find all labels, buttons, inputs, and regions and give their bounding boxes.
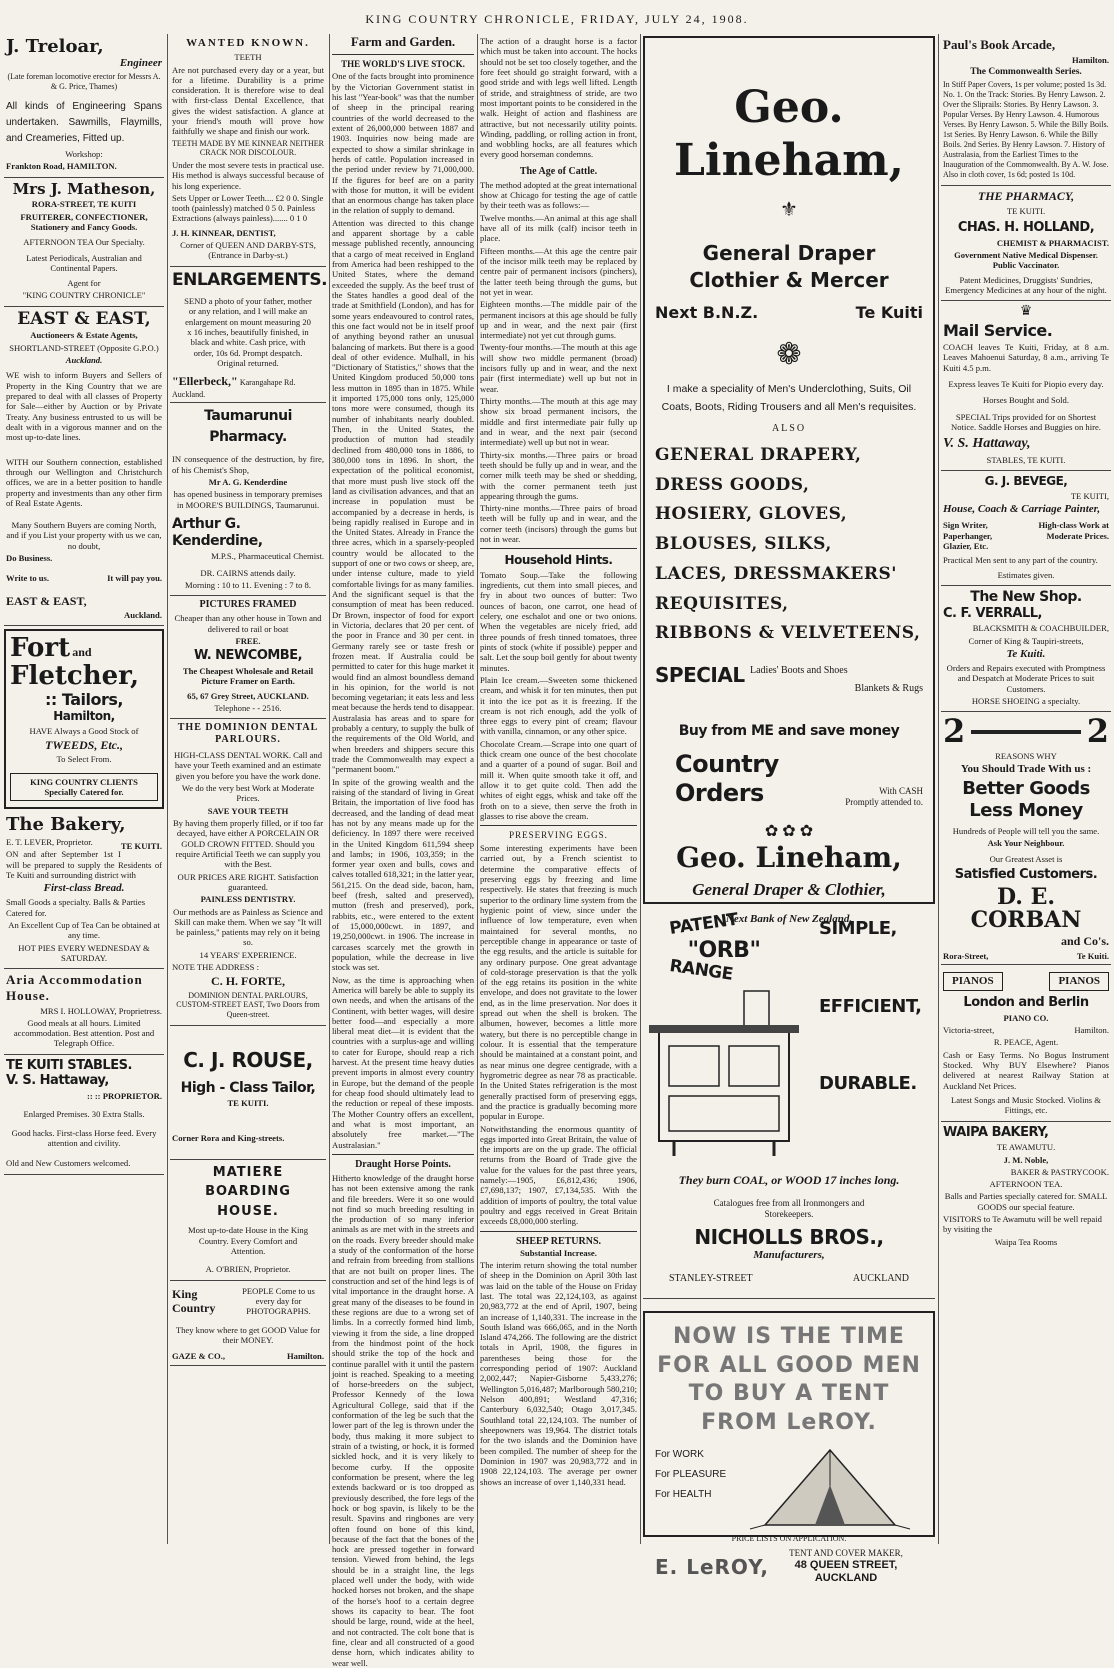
tent-for-2: For PLEASURE <box>655 1469 727 1481</box>
tent-head: NOW IS THE TIME FOR ALL GOOD MEN TO BUY A TENT FROM LeROY. <box>657 1324 921 1435</box>
pharmacy-town: TE KUITI. <box>1006 205 1046 216</box>
matiere-body: Most up-to-date House in the King Country. Every Comfort and Attention. <box>187 1225 309 1257</box>
east-write-row <box>6 573 162 583</box>
wanted-body: Are not purchased every day or a year, but for a lifetime. Durability is a prime consideration. It is therefore wise to deal with first-class Dental Excellence, that gives the widest satisfaction. A glance at your friend's mouth will prove how faithfully we shape and finish our work. <box>172 64 324 137</box>
fort-ad <box>4 629 164 809</box>
waipa-visit: VISITORS to Te Awamutu will be well repaid by visiting the <box>943 1214 1102 1235</box>
east-body-3: Many Southern Buyers are coming North, and if you List your property with us we can, no doubt, <box>6 520 162 551</box>
pianos-right: PIANOS <box>1049 972 1109 991</box>
reasons-why: REASONS WHY <box>995 750 1057 761</box>
bakery-ad <box>4 812 164 969</box>
matiere-title: MATIERE BOARDING HOUSE. <box>205 1164 291 1219</box>
column-3 <box>332 34 474 1668</box>
corban-town: Te Kuiti. <box>1076 950 1109 961</box>
column-rule <box>477 34 478 1544</box>
lb-latest: Latest Songs and Music Stocked. Violins & Fittings, etc. <box>951 1095 1101 1116</box>
lb-agent: R. PEACE, Agent. <box>993 1037 1059 1048</box>
satisfied: Satisfied Customers. <box>954 866 1098 882</box>
kend-title: M.P.S., Pharmaceutical Chemist. <box>211 551 324 562</box>
fort-body: HAVE Always a Good Stock of <box>29 725 139 736</box>
holland-gov: Government Native Medical Dispenser. Public Vaccinator. <box>954 249 1098 271</box>
newshop-title: The New Shop. <box>970 588 1082 605</box>
greatest-asset: Our Greatest Asset is <box>989 854 1063 865</box>
dental-body-3: Our methods are as Painless as Science and Skill can make them. When we say "It will be painless," patients may rely on it being so. <box>173 906 323 948</box>
verrall-horse: HORSE SHOEING a specialty. <box>971 696 1081 707</box>
matiere-ad <box>170 1160 326 1281</box>
lineham-also: ALSO <box>771 422 807 434</box>
gaze-city: Hamilton. <box>286 1351 324 1362</box>
cattle-p2: The method adopted at the great international show at Chicago for testing the age of cattle by their teeth was as follows:— <box>480 179 637 211</box>
pharmacy-ad-2 <box>941 186 1111 301</box>
bevege-town: TE KUITI, <box>1070 490 1109 501</box>
hints-head: Household Hints. <box>504 553 613 568</box>
column-6 <box>941 34 1111 1544</box>
bakery-body: ON and after September 1st I will be prepared to supply the Residents of Te Kuiti and surrounding district with <box>6 849 162 880</box>
wanted-body-2: Under the most severe tests in practical use. His method is always successful because of his long experience. <box>172 159 324 191</box>
dental-body: HIGH-CLASS DENTAL WORK. Call and have your Teeth examined and an estimate given you before you have the work done. <box>173 750 323 781</box>
treloar-ad <box>4 34 164 178</box>
fort-clients: KING COUNTRY CLIENTS Specially Catered for. <box>10 773 158 802</box>
horse-p: Hitherto knowledge of the draught horse has not been extensive among the rank and file breeders. Were it so one would not find so much breeding resulting in the production of so many inferior animals as are met with in the streets and on the roads. Every breeder should make a study of the conformation of the horse and refrain from breeding from stallions that are not built on proper lines. The construction and set of the hind legs is of vital importance in the draught horse. A great many of the diseases to be found in these regions are due to a wrong set of limbs. In a correctly formed hind limb, viewing it from the side, a line dropped from the hindmost point of the hock should strike the top of the hock and continue parallel with it until the pastern joint is reached. Speaking to a meeting of horse-breeders on the subject, Professor Kennedy of the Iowa Agricultural College, said that if the conformation of the leg be such that the lower part of the leg is thrown under the body, thus making it more subject to strain of a twisting, or hock, it is formed sickled hock, and it is very likely to become curby. If the opposite conformation be present, where the leg extends backward or is too dropped as previously described, the fore legs of the hock or bog spavin, is likely to be the result. Spavins and ringbones are very often found on bone of this kind, because of the fact that the bones of the hock are pressed together in forward tension. Viewed from behind, the legs should be in a straight line, the legs placed well under the body, with wide hocked horses not broken, and the shape of the horse's hoof to a certain degree shows its capacity to bear. The foot should be large, round, wide at the heel, and not contracted. The colt bone that is fine, clear and all constructed of a good dense horn, which indicates ability to wear well. <box>332 1172 474 1668</box>
fort-select: To Select From. <box>56 754 112 765</box>
enl-body: SEND a photo of your father, mother or any relation, and I will make an enlargement on mount measuring 20 x 16 inches, beautifully finished, in black and white. Cash price, with order, 10s 6d. Prompt despatch. Original returned. <box>184 296 312 368</box>
lb-body: Cash or Easy Terms. No Bogus Instrument Stocked. Why BUY Elsewhere? Pianos delivered at nearest Railway Station at Auckland Net Prices. <box>943 1049 1109 1091</box>
orb-range: RANGE <box>668 955 734 985</box>
ask-neighbour: Ask Your Neighbour. <box>987 837 1065 848</box>
dental-body-2: By having them properly filled, or if too far decayed, have either A PORCELAIN OR GOLD CROWN FITTED. Should you require Artificial Teeth we can supply you with the Best. <box>172 818 324 870</box>
east-role: Auctioneers & Estate Agents, <box>30 330 138 341</box>
tent-price: PRICE LISTS ON APPLICATION. <box>731 1534 847 1544</box>
fort-name-2: Fletcher, <box>10 660 140 691</box>
matheson-trade: FRUITERER, CONFECTIONER, Stationery and Fancy Goods. <box>20 211 148 232</box>
piano-ad <box>941 965 1111 1122</box>
pharm-body-2: has opened business in temporary premises in MOORE'S BUILDINGS, Taumarunui. <box>173 489 323 510</box>
pharm-title: Taumarunui Pharmacy. <box>204 408 292 446</box>
hatt-name: V. S. Hattaway, <box>943 436 1031 452</box>
fort-role: :: Tailors, <box>45 690 123 710</box>
lb-city: Hamilton. <box>1074 1025 1109 1036</box>
dental-title: THE DOMINION DENTAL PARLOURS. <box>177 722 319 746</box>
cattle-p9: Thirty-nine months.—Three pairs of broad teeth will be fully up and in wear, and the corner teeth (incisors) through the gums but not in wear. <box>480 503 637 545</box>
matheson-addr: RORA-STREET, TE KUITI <box>31 199 137 210</box>
mail-ad <box>941 301 1111 471</box>
tent-name: E. LeROY, <box>655 1554 769 1579</box>
pharmacy-ad <box>170 403 326 596</box>
goods-3: LACES, DRESSMAKERS' REQUISITES, <box>655 563 897 614</box>
pict-title: PICTURES FRAMED <box>199 599 297 611</box>
treloar-name: J. Treloar, <box>6 36 104 57</box>
verrall-role: BLACKSMITH & COACHBUILDER, <box>972 623 1109 634</box>
goods-4: RIBBONS & VELVETEENS, <box>655 623 921 644</box>
special-blankets: Blankets & Rugs <box>854 683 923 695</box>
east-body-1: WE wish to inform Buyers and Sellers of Property in the King Country that we are prepared to deal with all classes of Property for Sale—either by Auction or by Private Treaty. Any business entrusted to us will be dealt with in a vigorous manner and on the most up-to-date lines. <box>6 370 162 443</box>
column-rule <box>938 34 939 1544</box>
aria-title: Aria Accommodation House. <box>6 972 143 1003</box>
orb-efficient: EFFICIENT, <box>819 995 922 1017</box>
nicholls-street: STANLEY-STREET <box>669 1272 753 1284</box>
tent-for-1: For WORK <box>655 1449 704 1461</box>
newcombe-addr: 65, 67 Grey Street, AUCKLAND. <box>187 690 309 701</box>
forte-name: C. H. FORTE, <box>211 974 285 989</box>
wanted-ad <box>170 34 326 267</box>
matiere-owner: A. O'BRIEN, Proprietor. <box>205 1264 291 1275</box>
goods-2: HOSIERY, GLOVES, BLOUSES, SILKS, <box>655 504 848 555</box>
farm-p2: Attention was directed to this change and apparent shortage by a cable message published recently, announcing that a cargo of meat received in England from America had been reshipped to the United States, where the demand exceeded the supply. As the beef trust of the States handles a good deal of the trade at Smithfield (London), and has for some years endeavoured to control rates, this one fact would not be in itself proof of anything beyond rather an unusual balancing of markets. But there is a good deal of other evidence. Mulhall, in his "Dictionary of Statistics," shows that the United Kingdom produced 50,000 tons less mutton in 1895 than in 1875. While it imported 175,000 tons only, 125,000 tons more were consumed, though its number of inhabitants nearly doubled. Then, in the United States, the production of mutton had steadily declined from 480,000 tons in 1886, to 380,000 tons in 1896. In short, the expectation of the political economist, that more must push live stock off the land as civilisation advances, and that an increase in population must be accompanied by a decrease in herds, is being rapidly realised in Europe and in the United States. Already in France the three acres, which in a sparsely-peopled country would be allocated to the support of one or two cows or sheep, are, under intense culture, made to yield comfortable livings for as many families. And the significant sequel is that the consumption of meat has been reduced. Dr Brown, inspector of food for export in Victoria, declares that 20 per cent. of the poor in France and 30 per cent. in Germany rarely see or taste fresh or frozen meat. If Australia could be permitted to cater for this huge market it would find an almost boundless demand in his opinion, for the world is not becoming vegetarian; it eats less and less meat because the herds tend to disappear. Australasia has areas and to spare for probably a century, to supply the bulk of the requirements of the Old World, and when breeders and shippers secure this trade the Commonwealth may expect a "permanent boom." <box>332 217 474 775</box>
lineham-role: General Draper Clothier & Mercer <box>689 240 889 292</box>
bevege-name: G. J. BEVEGE, <box>984 474 1068 489</box>
east-sign-city: Auckland. <box>124 610 162 621</box>
tent-for-3: For HEALTH <box>655 1489 712 1501</box>
hints-p11: Plain Ice cream.—Sweeten some thickened cream, and whisk it for ten minutes, then put it into the ice pot as it is freezing. If the cream is not rich enough, add the yolk of three eggs to every pint of cream; flavour with vanilla, cinnamon, or any other spice. <box>480 674 637 737</box>
goods-list <box>655 441 923 649</box>
lineham-name: Geo. Lineham, <box>673 82 904 186</box>
reasons-you: You Should Trade With us : <box>960 763 1092 776</box>
east-addr: SHORTLAND-STREET (Opposite G.P.O.) <box>9 342 159 353</box>
stables-ad <box>4 1055 164 1175</box>
pict-free: FREE. <box>235 635 261 646</box>
treloar-workshop: Frankton Road, HAMILTON. <box>6 161 117 172</box>
mail-body: COACH leaves Te Kuiti, Friday, at 8 a.m. Leaves Mahoenui Saturday, 8 a.m., arriving Te Kuiti 4.5 p.m. <box>943 342 1109 373</box>
verrall-body: Orders and Repairs executed with Promptness and Despatch at Moderate Prices to suit Customers. <box>946 663 1106 694</box>
cattle-p3: Twelve months.—An animal at this age shall have all of its milk (calf) incisor teeth in place. <box>480 212 637 244</box>
flower-ornament-icon: ✿ ✿ ✿ <box>764 822 814 840</box>
holland-role: CHEMIST & PHARMACIST. <box>996 237 1109 248</box>
two-right: 2 <box>1086 712 1109 751</box>
treloar-workshop-label: Workshop: <box>65 149 103 160</box>
country-orders: Country Orders <box>675 749 779 807</box>
nicholls-role: Manufacturers, <box>753 1249 825 1262</box>
mail-special: SPECIAL Trips provided for on Shortest Notice. Saddle Horses and Buggies on hire. <box>951 411 1101 433</box>
mail-horses: Horses Bought and Sold. <box>983 395 1069 406</box>
stables-title: TE KUITI STABLES. <box>6 1057 132 1073</box>
special-ladies: Ladies' Boots and Shoes <box>750 665 848 677</box>
lineham-ornament-icon: ⚜ <box>780 198 798 221</box>
special-label: SPECIAL <box>655 663 745 688</box>
orb-ad <box>643 904 935 1299</box>
wanted-sub: TEETH <box>234 52 262 63</box>
stables-owner: V. S. Hattaway, <box>6 1073 109 1089</box>
east-city: Auckland. <box>65 355 103 366</box>
farm-head: Farm and Garden. <box>350 34 456 49</box>
corban-addr: Rora-Street, <box>943 950 989 961</box>
rouse-name: C. J. ROUSE, <box>183 1047 313 1072</box>
gaze-name: GAZE & CO., <box>172 1351 225 1362</box>
dental-ad <box>170 719 326 1025</box>
bakery-pies: HOT PIES EVERY WEDNESDAY & SATURDAY. <box>18 942 150 964</box>
bevege-right: High-class Work at Moderate Prices. <box>1038 520 1109 541</box>
waipa-title: WAIPA BAKERY, <box>943 1124 1049 1140</box>
dental-note: NOTE THE ADDRESS : <box>172 962 259 973</box>
ellerbeck-addr: Karangahape Rd. Auckland. <box>172 378 296 399</box>
bakery-goods: Small Goods a specialty. Balls & Parties Catered for. <box>6 897 146 918</box>
lineham-speciality: I make a speciality of Men's Underclothing, Suits, Oil Coats, Boots, Riding Trousers and all Men's requisites. <box>661 383 917 414</box>
rouse-addr: Corner Rora and King-streets. <box>172 1132 285 1143</box>
east-body-2: WITH our Southern connection, established through our Wellington and Christchurch offices, we are in a better position to handle property and investments than any other firm of Real Estate Agents. <box>6 456 162 508</box>
cattle-p5: Eighteen months.—The middle pair of the permanent incisors at this age should be fully up and in wear, and the next pair (first intermediate) not yet cut through gums. <box>480 299 637 341</box>
enl-title: ENLARGEMENTS. <box>172 269 328 290</box>
east-ad <box>4 307 164 627</box>
treloar-role: Engineer <box>119 56 162 69</box>
bevege-men: Practical Men sent to any part of the country. <box>943 555 1098 566</box>
aria-owner: MRS I. HOLLOWAY, Proprietress. <box>40 1005 162 1016</box>
matheson-name: Mrs J. Matheson, <box>12 179 156 198</box>
cattle-p4: Fifteen months.—At this age the centre pair of the incisor milk teeth may be replaced by centre pair of permanent incisors (pinchers), the latter teeth being through the gums, but not yet in wear. <box>480 245 637 297</box>
stables-welcome: Old and New Customers welcomed. <box>6 1158 131 1169</box>
stables-premises: Enlarged Premises. 30 Extra Stalls. <box>23 1109 145 1120</box>
paul-title: Paul's Book Arcade, <box>943 37 1056 52</box>
kinnear-addr: Corner of QUEEN AND DARBY-STS, (Entrance in Darby-st.) <box>180 240 316 261</box>
sheep-p15: The interim return showing the total number of sheep in the Dominion on April 30th last was laid on the table of the House on Friday last. The total was 22,124,103, as against 20,983,772 at the end of April, 1907, being an increase of 1,140,331. The increase in the South Island was 666,065, and in the North Island 474,266. The following are the district totals in April, 1908, the figures in parentheses being those for the corresponding period of 1907: Auckland 2,002,447; Napier-Gisborne 5,433,276; Wellington 5,016,487; Marlborough 580,210; Nelson 400,891; Westland 47,316; Canterbury 6,032,540; Otago 3,017,345. Southland total 22,124,103. The number of sheepowners was 19,964. The district totals for the two islands and the Dominion have been compiled. The number of sheep for the Dominion in 1907 was 20,983,772 and in 1908 22,124,103. The average per owner shows an increase of over 1,140,331 head. <box>480 1259 637 1487</box>
waipa-rooms: Waipa Tea Rooms <box>994 1236 1058 1247</box>
tent-ad <box>643 1311 935 1584</box>
nicholls-name: NICHOLLS BROS., <box>694 1225 884 1250</box>
eggs-head: PRESERVING EGGS. <box>509 830 608 841</box>
farm-sub: THE WORLD'S LIVE STOCK. <box>341 58 465 69</box>
better-goods: Better Goods <box>962 778 1090 800</box>
farm-p4: Now, as the time is approaching when America will barely be able to supply its own needs, and when the artisans of the Continent, with better wages, will desire better food—and especially a more liberal meat diet—it is evident that the countries with a surplus-age and willing to cater for Europe, should reap a rich harvest. At the present time heavy duties prevent imports in almost every country in Europe, but the demand of the people for cheap food should ultimately lead to the reduction or repeal of these imposts. The Mother Country offers an excellent, and what is most important, an absolutely free market.—"The Australasian." <box>332 974 474 1150</box>
bakery-town: TE KUITI. <box>120 841 162 852</box>
tent-icon <box>745 1445 915 1530</box>
dental-painless: PAINLESS DENTISTRY. <box>200 894 296 905</box>
ellerbeck-name: "Ellerbeck," <box>172 374 238 389</box>
column-5 <box>643 34 935 1584</box>
sign-addr: Next Bank of New Zealand. <box>725 912 853 925</box>
column-rule <box>167 34 168 1544</box>
mail-express: Express leaves Te Kuiti for Piopio every day. <box>948 379 1104 390</box>
kend-name: Arthur G. Kenderdine, <box>172 515 263 549</box>
orb-catalogue: Catalogues free from all Ironmongers and Storekeepers. <box>713 1197 865 1219</box>
horse-head: Draught Horse Points. <box>355 1158 451 1170</box>
orb-durable: DURABLE. <box>819 1073 917 1095</box>
tent-addr: 48 QUEEN STREET, AUCKLAND <box>794 1558 898 1584</box>
crest-icon: ♛ <box>1019 304 1033 320</box>
hundreds: Hundreds of People will tell you the same. <box>952 825 1100 836</box>
waipa-body: Balls and Parties specially catered for. SMALL GOODS our special feature. <box>944 1191 1108 1212</box>
pianos-left: PIANOS <box>943 972 1003 991</box>
paul-list: In Stiff Paper Covers, 1s per volume; posted 1s 3d. No. 1. On the Track: Stories. By Henry Lawson. 2. Over the Sliprails: Stories. By Henry Lawson. 3. Popular Verses. By Henry Lawson. 4. Humorous Verses. By Henry Lawson. 5. While the Billy Boils. 1st Series. By Henry Lawson. 6. While the Billy Boils. 2nd Series. By Henry Lawson. 7. History of Australasia, from the Earliest Times to the Inauguration of the Commonwealth. By A. W. Jose. Also in cloth cover, 1s 6d; posted 1s 10d. <box>943 80 1109 180</box>
kend-hours: Morning : 10 to 11. Evening : 7 to 8. <box>185 580 311 591</box>
hints-p10: Tomato Soup.—Take the following ingredients, cut them into small pieces, and fry in about two ounces of butter: Two ounces of bacon, one carrot, one head of celery, one eschalot and one or two onions. When the vegetables are nicely fried, add three pounds of fresh tinned tomatoes, three pints of stock (white if possible) pepper and salt. Let the soup boil gently for about twenty minutes. <box>480 569 637 673</box>
bakery-title: The Bakery, <box>6 814 126 836</box>
goods-1: GENERAL DRAPERY, DRESS GOODS, <box>655 444 862 495</box>
column-rule <box>329 34 330 1544</box>
dental-exp: 14 YEARS' EXPERIENCE. <box>199 949 297 960</box>
holland-body: Patent Medicines, Druggists' Sundries, Emergency Medicines at any hour of the night. <box>945 274 1107 295</box>
column-rule <box>640 34 641 1544</box>
aria-ad <box>4 969 164 1054</box>
lb-addr: Victoria-street, <box>943 1025 995 1036</box>
hatt-addr: STABLES, TE KUITI. <box>986 455 1066 466</box>
bevege-left: Sign Writer, Paperhanger, Glazier, Etc. <box>943 520 993 551</box>
column-2 <box>170 34 326 1544</box>
kinnear-name: J. H. KINNEAR, DENTIST, <box>172 227 276 238</box>
orders-prompt: Promptly attended to. <box>845 796 923 807</box>
newcombe-name: W. NEWCOMBE, <box>193 648 303 664</box>
bevege-ad <box>941 471 1111 585</box>
buy-line: Buy from ME and save money <box>678 723 900 740</box>
paul-city: Hamilton. <box>1071 54 1109 65</box>
two-left: 2 <box>943 712 966 751</box>
verrall-addr: Corner of King & Taupiri-streets, <box>968 635 1084 646</box>
matheson-agent-paper: "KING COUNTRY CHRONICLE" <box>22 290 146 301</box>
cattle-p6: Twenty-four months.—The mouth at this age will show two middle permanent (broad) incisors fully up and in wear, and the next pair (first intermediate) well up but not in wear. <box>480 342 637 394</box>
newshop-ad <box>941 586 1111 712</box>
waipa-town: TE AWAMUTU. <box>996 1142 1056 1153</box>
waipa-owner: J. M. Noble, <box>1003 1154 1049 1165</box>
newcombe-role: The Cheapest Wholesale and Retail Picture Framer on Earth. <box>182 665 314 687</box>
matheson-periodicals: Latest Periodicals, Australian and Continental Papers. <box>26 252 142 273</box>
kend-cairns: DR. CAIRNS attends daily. <box>200 567 296 578</box>
waipa-role: BAKER & PASTRYCOOK. <box>1010 1166 1109 1177</box>
mail-title: Mail Service. <box>943 320 1053 340</box>
bakery-tea: An Excellent Cup of Tea Can be obtained at any time. <box>8 920 160 941</box>
orb-burn: They burn COAL, or WOOD 17 inches long. <box>678 1173 900 1188</box>
sign-name: Geo. Lineham, <box>676 840 902 874</box>
waipa-ad <box>941 1122 1111 1252</box>
lineham-next: Next B.N.Z. <box>655 302 759 322</box>
dental-prices: OUR PRICES ARE RIGHT. Satisfaction guaranteed. <box>177 871 319 892</box>
fort-tweeds: TWEEDS, Etc., <box>44 737 123 752</box>
lineham-town: Te Kuiti <box>855 302 923 322</box>
eggs-p13: Some interesting experiments have been carried out, by a French scientist to determine the comparative effects of preserving eggs by freezing and lime respectively. He states that freezing is much superior to the ordinary lime system from the hygienic point of view, since under the influence of low temperature, even when maintained for several months, no perceptible change in appearance or taste of the egg results, and the article is suitable for any ordinary purpose. One great advantage of cold-storage preservation is that the yolk of the egg retains its position in the white envelope, and does not gravitate to the lower end, as in the lime preservation. Nor does it spread out when the shell is broken. The albumen, however, becomes a little more watery, but there is no perceptible change in colour. It is essential that the temperature should be maintained at a constant point, and as near minus one degree centigrade, with a hygrometric degree as near 78 as practicable. In the United States refrigeration is the most generally practised form of preserving eggs, and the practice is gradually becoming more popular in Europe. <box>480 843 637 1122</box>
column-4 <box>480 34 637 1544</box>
paul-series: The Commonwealth Series. <box>970 66 1082 77</box>
bevege-role: House, Coach & Carriage Painter, <box>943 503 1101 516</box>
pict-body: Cheaper than any other house in Town and delivered to rail or boat <box>174 613 322 634</box>
stove-icon <box>649 991 799 1161</box>
wanted-title: WANTED KNOWN. <box>186 37 310 49</box>
holland-name: CHAS. H. HOLLAND, <box>957 220 1095 235</box>
pharmacy-title: THE PHARMACY, <box>977 189 1075 204</box>
verrall-town: Te Kuiti. <box>1006 647 1046 660</box>
pharm-body: IN consequence of the destruction, by fire, of his Chemist's Shop, <box>172 454 324 475</box>
cattle-p7: Thirty months.—The mouth at this age may show six broad permanent incisors, the middle and first intermediate pair fully up and in wear, and the next pair (second intermediate) well up but not in wear. <box>480 396 637 448</box>
corban-name: D. E. CORBAN <box>970 884 1082 934</box>
treloar-note: (Late foreman locomotive erector for Messrs A. & G. Price, Thames) <box>7 71 161 91</box>
cattle-head: The Age of Cattle. <box>519 165 598 177</box>
sign-role: General Draper & Clothier, <box>692 880 886 900</box>
knot-ornament-icon: ❁ <box>776 338 802 372</box>
kc-title: King Country <box>172 1286 216 1316</box>
east-sign: EAST & EAST, <box>6 593 87 608</box>
forte-sub: DOMINION DENTAL PARLOURS, CUSTOM-STREET EAST, Two Doors from Queen-street. <box>176 990 320 1019</box>
newcombe-tel: Telephone - - 2516. <box>214 702 282 713</box>
rouse-role: High - Class Tailor, <box>180 1079 316 1096</box>
matheson-agent: Agent for <box>67 278 101 289</box>
aria-body: Good meals at all hours. Limited accommodation. Best attention. Post and Telegraph Office. <box>13 1017 155 1049</box>
pictures-ad <box>170 596 326 719</box>
east-pay: It will pay you. <box>107 573 162 584</box>
eggs-p14: Notwithstanding the enormous quantity of eggs imported into Great Britain, the value of the imports are on the up grade. The official returns from the Board of Trade give the value for the values for the past three years, namely:—1905, £6,812,436; 1906, £7,698,137; 1907, £7,134,535. With the addition of imports of poultry, the total value poultry and eggs received in Great Britain exceeds £8,000,000 sterling. <box>480 1123 637 1227</box>
fort-and: and <box>72 645 92 660</box>
kc-body: PEOPLE Come to us every day for PHOTOGRAPHS. <box>242 1285 315 1317</box>
nicholls-city: AUCKLAND <box>852 1272 909 1284</box>
orb-patent: PATENT <box>668 909 740 939</box>
matheson-tea: AFTERNOON TEA Our Specialty. <box>23 237 145 248</box>
orb-name: "ORB" <box>687 938 761 964</box>
bakery-owner: E. T. LEVER, Proprietor. <box>6 837 93 848</box>
stables-role: :: :: PROPRIETOR. <box>86 1090 162 1101</box>
east-do: Do Business. <box>6 553 53 564</box>
dental-charge: We do the very best Work at Moderate Prices. <box>181 783 315 804</box>
reasons-ad <box>941 712 1111 965</box>
hints-p12: Chocolate Cream.—Scrape into one quart of thick cream one ounce of the best chocolate and a quarter of a pound of sugar. Boil and mill it. When quite smooth take it off, and allow it to get quite cold. Then add the whites of eight eggs, whisk and take off the froth on to a sieve, then serve the froth in glasses to rise above the cream. <box>480 738 637 821</box>
rouse-ad <box>170 1026 326 1160</box>
dental-save: SAVE YOUR TEETH <box>207 805 289 816</box>
lb-name: London and Berlin <box>963 995 1089 1011</box>
stables-hacks: Good hacks. First-class Horse feed. Every attention and civility. <box>11 1127 157 1148</box>
masthead: KING COUNTRY CHRONICLE, FRIDAY, JULY 24, 1908. <box>365 12 749 26</box>
wanted-note: TEETH MADE BY ME KINNEAR NEITHER CRACK NOR DISCOLOUR. <box>172 138 324 158</box>
orb-simple: SIMPLE, <box>819 918 897 939</box>
east-write: Write to us. <box>6 573 50 584</box>
less-money: Less Money <box>969 800 1083 822</box>
bakery-bread: First-class Bread. <box>43 882 125 895</box>
pharm-name: Mr A. G. Kenderdine <box>208 476 288 487</box>
rouse-town: TE KUITI. <box>227 1098 269 1109</box>
cattle-p8: Thirty-six months.—Three pairs or broad teeth should be fully up and in wear, and the corner milk teeth may be shed or shedding, with the corner permanent teeth just appearing through the gums. <box>480 449 637 501</box>
east-name: EAST & EAST, <box>17 308 151 329</box>
verrall-name: C. F. VERRALL, <box>943 605 1042 621</box>
lb-co: PIANO CO. <box>1003 1012 1049 1023</box>
enlargements-ad <box>170 267 326 404</box>
column-1 <box>4 34 164 1544</box>
corban-co: and Co's. <box>1060 934 1109 949</box>
waipa-tea: AFTERNOON TEA. <box>989 1179 1063 1190</box>
paul-ad <box>941 34 1111 186</box>
bevege-est: Estimates given. <box>997 569 1055 580</box>
horse-p-cont: The action of a draught horse is a factor which must be taken into account. The hocks should not be set too closely together, and the fore feet should go straight forward, with a good stride and with legs well lifted. Length of stride, and straightness of stride, are two most important points to be considered in the walk. Height of action and flashiness are attractive, but not necessarily utility points. Winding, paddling, or rolling action in front, and wobbling hocks, are all features which every good horseman condemns. <box>480 36 637 160</box>
orders-cash: With CASH <box>879 785 923 796</box>
farm-p3: In spite of the growing wealth and the raising of the standard of living in Great Britain, the importation of live food has decreased, and the landing of dead meat has not by any means made up for the deficiency. In 1897 there were received in the United Kingdom 611,594 sheep and lambs; in 1906, 103,359; in the former year oxen and bulls, cows and calves totalled 618,321; in the latter year, 561,215. On the dead side, bacon, ham, beef (fresh, salted and preserved), mutton (fresh and preserved), pork, rabbits, etc., were entered to the extent of 15,000,000cwt. in 1897, and 19,250,000cwt. in 1906. The increase in carcases scarcely met the growth in population, while the decrease in live stock was set. <box>332 776 474 973</box>
kc-value: They know where to get GOOD Value for their MONEY. <box>175 1324 321 1345</box>
sheep-head: SHEEP RETURNS. <box>515 1235 602 1247</box>
farm-p1: One of the facts brought into prominence by the Victorian Government statist in his last "Year-book" was that the number of sheep in the principal rearing countries of the world decreased to the extent of 26,000,000 between 1887 and 1903. Inquiries now being made are expected to show a similar shrinkage in herds of cattle. Population increased in the period under review by 71,000,000. If the figures for beef are on a parity with those for mutton, it will be evident that an enormous change has taken place in the relation of supply to demand. <box>332 71 474 216</box>
treloar-body: All kinds of Engineering Spans undertaken. Sawmills, Flaymills, and Creameries, Fitted up. <box>6 101 162 145</box>
fort-city: Hamilton, <box>53 709 115 724</box>
fort-name-1: Fort <box>10 633 71 664</box>
tent-maker: TENT AND COVER MAKER, <box>789 1547 903 1558</box>
wanted-prices: Sets Upper or Lower Teeth.... £2 0 0. Single tooth (painlessly) matched 0 5 0. Painless Extractions (always painless)....... 0 1 0 <box>172 192 324 224</box>
sheep-sub: Substantial Increase. <box>520 1247 597 1258</box>
photo-ad <box>170 1281 326 1366</box>
matheson-ad <box>4 178 164 307</box>
